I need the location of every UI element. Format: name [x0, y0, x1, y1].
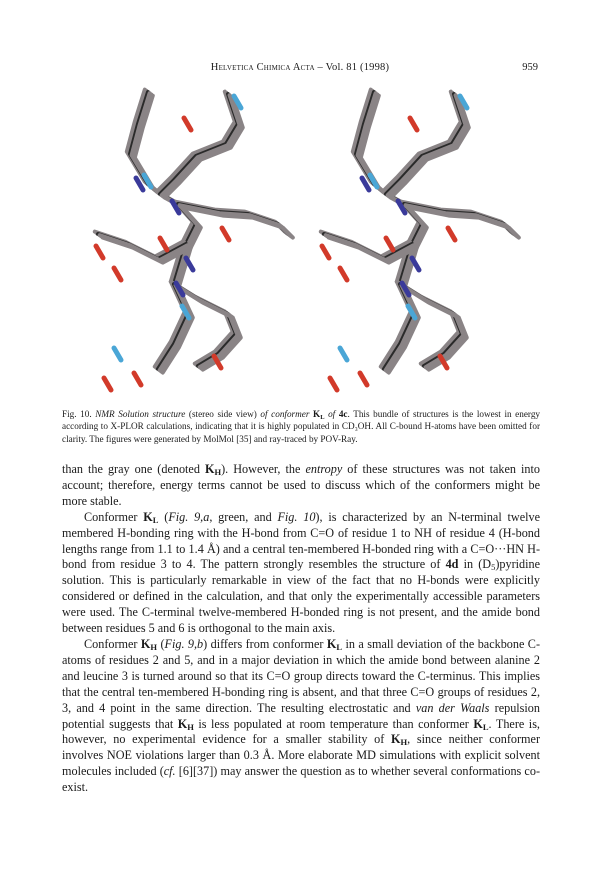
text-span: [6][37]) may answer the question as to whether several conformations co-exist.	[62, 764, 540, 795]
atom-marker	[114, 268, 121, 280]
text-span: (	[157, 636, 165, 651]
caption-rest: . This bundle of structures is the lowest in energy according to X-PLOR calculations, indicating that it is highly populated in CD₃OH. All C-bound H-atoms have been omitted for clarity. The figures were generated by MolMol [35] and ray-traced by POV-Ray.	[62, 409, 541, 444]
body-text	[62, 462, 540, 796]
figure-caption	[62, 408, 540, 445]
caption-paren: (stereo side view)	[185, 409, 261, 419]
atom-marker	[96, 246, 103, 258]
subscript-h: H	[400, 737, 408, 748]
molecule-left	[95, 90, 293, 390]
text-span: ) differs from conformer	[203, 636, 327, 651]
paragraph-3	[62, 637, 540, 796]
subscript-l: L	[152, 514, 159, 525]
text-span: repulsion potential suggests that	[62, 700, 540, 731]
atom-marker	[114, 348, 121, 360]
caption-label: Fig. 10.	[62, 409, 92, 419]
italic-vdw: van der Waals	[415, 700, 490, 715]
subscript-h: H	[187, 721, 194, 732]
subscript-5: 5	[491, 562, 496, 573]
atom-marker	[184, 118, 191, 130]
stereo-figure	[78, 84, 534, 404]
subscript-h: H	[214, 467, 222, 477]
text-span: is less populated at room temperature than conformer	[193, 716, 474, 731]
subscript-h: H	[150, 641, 158, 652]
symbol-k: K	[204, 462, 215, 476]
fig-ref-9a[interactable]: Fig. 9,a	[168, 509, 210, 524]
symbol-k: K	[391, 732, 401, 747]
atom-marker	[134, 373, 141, 385]
text-span: . There is, however, no experimental evidence for a smaller stability of	[62, 716, 540, 747]
text-span: ), is characterized by an N-terminal twelve membered H-bonding ring with the H-bond from C=O of residue 1 to NH of residue 4 (H-bond lengths range from 1.1 to 1.4 Å) and a central ten-membered H-bonded ring with a C=O···HN H-bond from residue 3 to 4. The pattern strongly resembles the structure of	[62, 509, 540, 572]
symbol-k: K	[143, 509, 153, 524]
text-span: (	[158, 509, 169, 524]
page-number: 959	[522, 62, 538, 73]
italic-entropy: entropy	[305, 462, 343, 476]
caption-title: NMR Solution structure	[95, 409, 186, 419]
symbol-k: K	[473, 716, 483, 731]
journal-volume: – Vol. 81 (1998)	[314, 62, 390, 73]
atom-marker	[160, 238, 167, 250]
text-span: , green, and	[209, 509, 278, 524]
atom-marker	[186, 258, 193, 270]
text-span: than the gray one (denoted	[62, 462, 205, 476]
caption-subscript: L	[320, 414, 325, 421]
text-span: ). However, the	[221, 462, 306, 476]
fig-ref-10[interactable]: Fig. 10	[277, 509, 316, 524]
paragraph-1	[62, 462, 540, 510]
atom-marker	[144, 175, 151, 187]
subscript-l: L	[336, 641, 343, 652]
running-header	[0, 62, 600, 76]
text-span: in a small deviation of the backbone C-atoms of residues 2 and 5, and in a major deviation in which the amide bond between alanine 2 and leucine 3 is turned around so that its C=O group directs toward the C-terminus. This implies that the central ten-membered H-bonding ring is absent, and that three C=O groups of residues 2, 3, and 4 point in the same direction. The resulting electrostatic and	[62, 636, 540, 715]
text-span: )pyridine solution. This is particularly remarkable in view of the fact that no H-bonds were explicitly considered or defined in the calculation, and that only the experimentally accessible parameters were used. The C-terminal twelve-membered H-bonded ring is not present, and the amide bond between residues 5 and 6 is orthogonal to the main axis.	[62, 557, 541, 636]
atom-marker	[104, 378, 111, 390]
atom-marker	[222, 228, 229, 240]
caption-compound: 4c	[338, 409, 348, 419]
caption-symbol: K	[313, 409, 321, 419]
text-span: Conformer	[84, 509, 144, 524]
journal-title	[0, 62, 600, 73]
symbol-k: K	[326, 636, 337, 651]
subscript-l: L	[482, 721, 489, 732]
text-span: in (D	[458, 557, 492, 572]
caption-of2: of	[324, 409, 339, 419]
italic-cf: cf.	[163, 764, 176, 779]
fig-ref-9b[interactable]: Fig. 9,b	[164, 636, 204, 651]
text-span: , since neither conformer involves NOE violations larger than 0.3 Å. More elaborate MD simulations with explicit solvent molecules included (	[62, 732, 540, 779]
compound-4d: 4d	[445, 557, 459, 572]
symbol-k: K	[140, 636, 151, 651]
paragraph-2	[62, 510, 540, 637]
text-span: of these structures was not taken into account; therefore, energy terms cannot be used to discuss which of the conformers might be more stable.	[62, 462, 540, 508]
symbol-k: K	[177, 716, 188, 731]
molecule-right	[321, 90, 519, 390]
journal-name: Helvetica Chimica Acta	[210, 62, 315, 73]
caption-of: of conformer	[260, 409, 314, 419]
text-span: Conformer	[84, 636, 141, 651]
